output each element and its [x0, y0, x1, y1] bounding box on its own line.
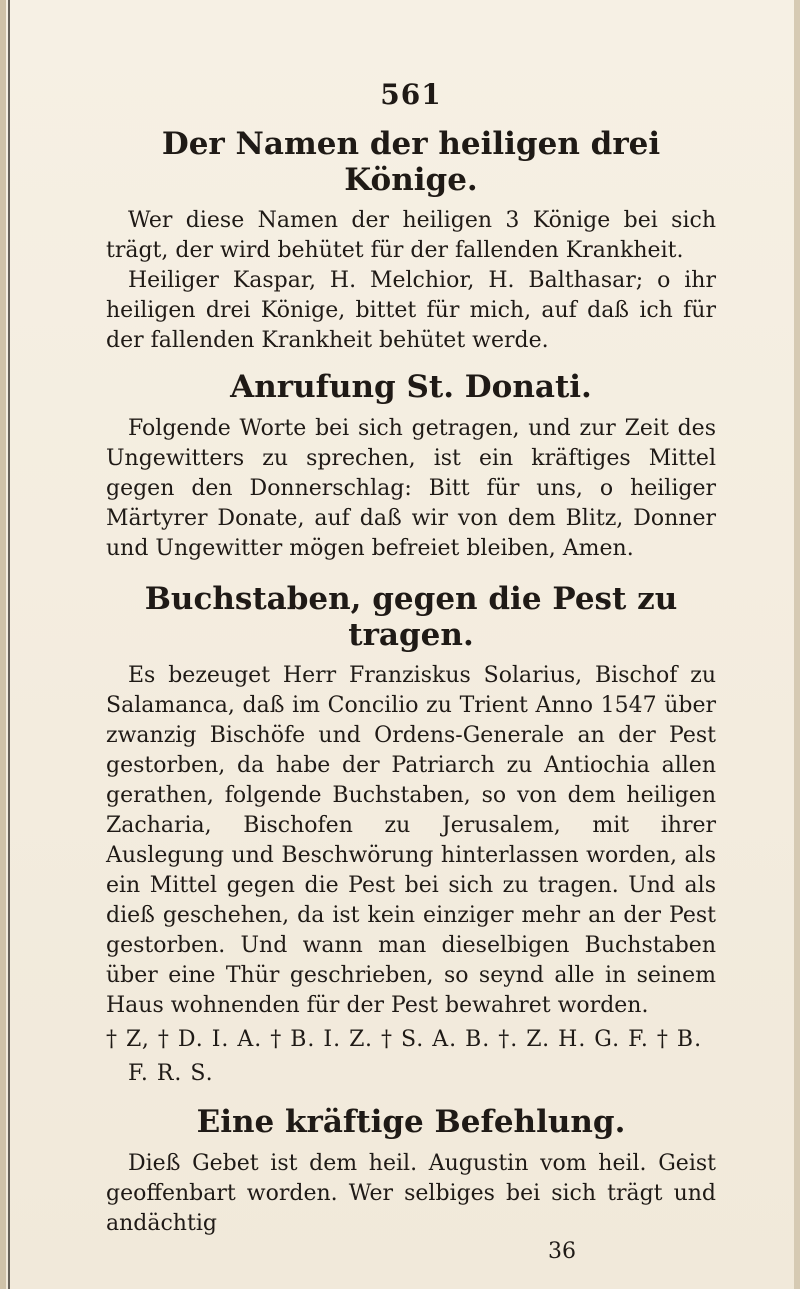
- paragraph: Heiliger Kaspar, H. Melchior, H. Balthasar; o ihr heiligen drei Könige, bittet für mich, auf daß ich für der fallenden Krankheit behütet werde.: [106, 268, 716, 354]
- section-plague-letters: [106, 582, 716, 1089]
- section-heading: Buchstaben, gegen die Pest zu tragen.: [144, 580, 678, 653]
- paragraph: Es bezeuget Herr Franziskus Solarius, Bischof zu Salamanca, daß im Concilio zu Trient Anno 1547 über zwanzig Bischöfe und Ordens-Generale an der Pest gestorben, da habe der Patriarch zu Antiochia allen gerathen, folgende Buchstaben, so von dem heiligen Zacharia, Bischofen zu Jerusalem, mit ihrer Auslegung und Beschwörung hinterlassen worden, als ein Mittel gegen die Pest bei sich zu tragen. Und als dieß geschehen, da ist kein einziger mehr an der Pest gestorben. Und wann man dieselbigen Buchstaben über eine Thür geschrieben, so seynd alle in seinem Haus wohnenden für der Pest bewahret worden.: [106, 663, 716, 1019]
- paragraph: Dieß Gebet ist dem heil. Augustin vom heil. Geist geoffenbart worden. Wer selbiges bei sich trägt und andächtig: [106, 1150, 716, 1236]
- page-content: [106, 78, 716, 1265]
- section-strong-command: [106, 1105, 716, 1239]
- paragraph: Folgende Worte bei sich getragen, und zur Zeit des Ungewitters zu sprechen, ist ein kräftiges Mittel gegen den Donnerschlag: Bitt für uns, o heiliger Märtyrer Donate, auf daß wir von dem Blitz, Donner und Ungewitter mögen befreiet bleiben, Amen.: [106, 415, 716, 561]
- section-three-kings: [106, 127, 716, 356]
- section-heading: Eine kräftige Befehlung.: [196, 1104, 626, 1141]
- page-number: 561: [380, 78, 442, 111]
- section-heading: Anrufung St. Donati.: [230, 369, 592, 406]
- section-heading: Der Namen der heiligen drei Könige.: [161, 126, 661, 198]
- binding-edge: [8, 0, 10, 1289]
- plague-letters-line: † Z, † D. I. A. † B. I. Z. † S. A. B. †. Z. H. G. F. † B.: [106, 1027, 703, 1053]
- section-st-donatus: [106, 370, 716, 564]
- signature-mark: 36: [548, 1238, 576, 1264]
- plague-letters-line: F. R. S.: [128, 1061, 214, 1087]
- paragraph: Wer diese Namen der heiligen 3 Könige bei sich trägt, der wird behütet für der fallenden Krankheit.: [106, 208, 716, 264]
